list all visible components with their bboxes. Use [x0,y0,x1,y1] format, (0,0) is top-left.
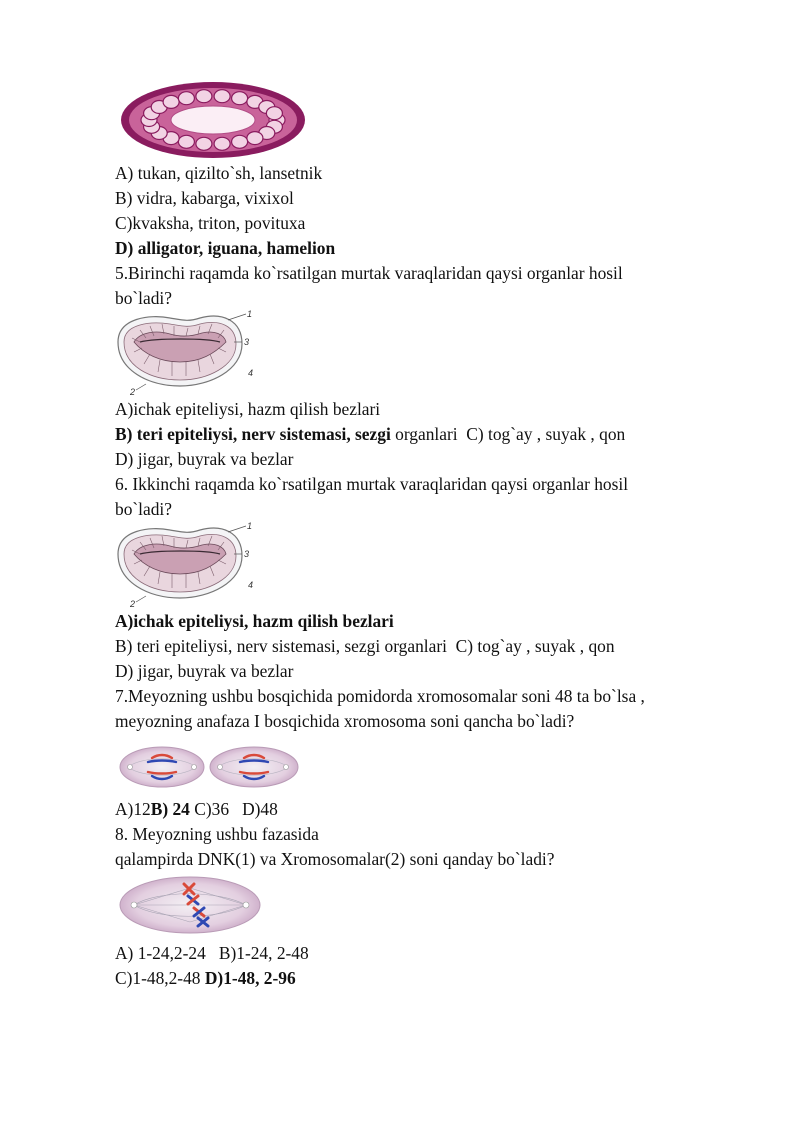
q8-option-b: B)1-24, 2-48 [218,943,309,963]
q6-question-line2: bo`ladi? [115,499,172,519]
q4-option-c: C)kvaksha, triton, povituxa [115,213,306,233]
q5-figure-label-2: 2 [130,387,136,396]
q8-question-line1: 8. Meyozning ushbu fazasida [115,824,319,844]
q7-option-c: C)36 [194,799,230,819]
ring-cell [232,135,248,148]
q7-option-d: D)48 [242,799,278,819]
ring-cell [163,95,179,108]
ring-cell [178,92,194,105]
q4-option-b: B) vidra, kabarga, vixixol [115,188,294,208]
q5-option-b-correct: B) teri epiteliysi, nerv sistemasi, sezgi [115,424,391,444]
ring-cell [247,132,263,145]
q8-option-d-correct: D)1-48, 2-96 [204,968,296,988]
q5-question-line1: 5.Birinchi raqamda ko`rsatilgan murtak varaqlaridan qaysi organlar hosil [115,263,623,283]
q5-option-b-rest: organlari [390,424,458,444]
ring-cell [266,107,282,120]
q8-option-a: A) 1-24,2-24 [115,943,206,963]
ring-cell [232,92,248,105]
q6-option-b-c [115,635,615,657]
meiosis-two-cells-figure [118,744,300,790]
q5-figure-label-1: 1 [247,309,253,319]
q6-option-b: B) teri epiteliysi, nerv sistemasi, sezgi organlari [115,636,447,656]
gastrula-figure-q6 [110,520,260,608]
q5-option-a: A)ichak epiteliysi, hazm qilish bezlari [115,399,381,419]
q7-option-b-correct: B) 24 [150,799,190,819]
ring-cell [214,137,230,150]
gastrula-figure-q5 [110,308,260,396]
q4-option-d-correct: D) alligator, iguana, hamelion [115,238,336,258]
q5-option-b-c [115,423,625,445]
q6-option-c: C) tog`ay , suyak , qon [455,636,615,656]
embryo-ring-figure [118,80,308,160]
q7-options [115,798,278,820]
q6-question-line1: 6. Ikkinchi raqamda ko`rsatilgan murtak varaqlaridan qaysi organlar hosil [115,474,629,494]
q8-question-line2: qalampirda DNK(1) va Xromosomalar(2) soni qanday bo`ladi? [115,849,555,869]
q7-question-line2: meyozning anafaza I bosqichida xromosoma soni qancha bo`ladi? [115,711,575,731]
q6-figure-label-3: 3 [244,549,250,559]
q6-option-d: D) jigar, buyrak va bezlar [115,661,294,681]
q6-figure-label-2: 2 [130,599,136,608]
q8-options-cd [115,967,296,989]
ring-cell [196,137,212,150]
q8-option-c: C)1-48,2-48 [115,968,201,988]
q6-figure-label-4: 4 [248,580,254,590]
ring-cell [214,90,230,103]
q5-figure-label-3: 3 [244,337,250,347]
q6-option-a-correct: A)ichak epiteliysi, hazm qilish bezlari [115,611,394,631]
q5-question-line2: bo`ladi? [115,288,172,308]
q7-question-line1: 7.Meyozning ushbu bosqichida pomidorda xromosomalar soni 48 ta bo`lsa , [115,686,645,706]
q5-option-d: D) jigar, buyrak va bezlar [115,449,294,469]
q5-figure-label-4: 4 [248,368,254,378]
q7-option-a: A)12 [115,799,151,819]
q8-options-ab [115,942,309,964]
ring-cell [196,90,212,103]
meiosis-metaphase-figure [118,874,264,936]
q6-figure-label-1: 1 [247,521,253,531]
ring-cell [178,135,194,148]
q5-option-c: C) tog`ay , suyak , qon [466,424,626,444]
q4-option-a: A) tukan, qizilto`sh, lansetnik [115,163,323,183]
